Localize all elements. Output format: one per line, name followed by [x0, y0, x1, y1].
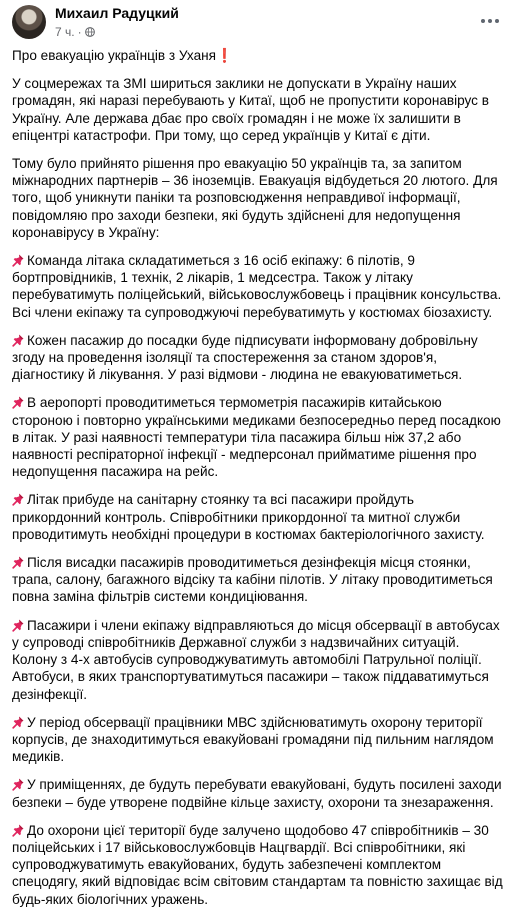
avatar[interactable] [12, 5, 46, 39]
list-item [12, 776, 506, 810]
list-item-text: Літак прибуде на санітарну стоянку та всі пасажири пройдуть прикордонний контроль. Співробітники прикордонної та митної служби проводитимуть необхідні процедури в костюмах бактеріологічного захисту. [12, 492, 485, 542]
pushpin-icon [12, 396, 24, 409]
pushpin-icon [12, 556, 24, 569]
list-item-text: У приміщеннях, де будуть перебувати евакуйовані, будуть посилені заходи безпеки – буде утворене подвійне кільце захисту, охорони та знезараження. [12, 777, 502, 810]
post-header [12, 4, 504, 40]
more-options-icon[interactable] [476, 11, 504, 31]
pushpin-icon [12, 493, 24, 506]
list-item-text: Команда літака складатиметься з 16 осіб екіпажу: 6 пілотів, 9 бортпровідників, 1 технік, 2 лікарів, 1 медсестра. Також у літаку перебуватимуть поліцейський, військовослужбовець і працівник консульства. Всі члени екіпажу та супроводжуючі перебуватимуть у костюмах біозахисту. [12, 253, 502, 320]
list-item-text: До охорони цієї території буде залучено щодобово 47 співробітників – 30 поліцейських і 17 військовослужбовців Нацгвардії. Всі співробітники, які супроводжуватимуть евакуйованих, будуть забезпечені комплектом спецодягу, який відповідає всім світовим стандартам та повністю захищає від будь-яких біологічних уражень. [12, 822, 503, 907]
post-body [12, 47, 506, 919]
pushpin-icon [12, 619, 24, 632]
list-item [12, 332, 506, 384]
post-time[interactable]: 7 ч. [55, 25, 75, 39]
list-item-text: У період обсервації працівники МВС здійснюватимуть охорону території корпусів, де знаходитимуться евакуйовані громадяни під пильним наглядом медиків. [12, 714, 494, 765]
post-title [12, 47, 506, 64]
paragraph: Тому було прийнято рішення про евакуацію 50 українців та, за запитом міжнародних партнерів – 36 іноземців. Евакуація відбудеться 20 лютого. Для того, щоб уникнути паніки та розповсюдження неправдивої інформації, повідомляю про заходи безпеки, які будуть здійснені для недопущення коронавірусу в Україну: [12, 156, 498, 240]
list-item [12, 617, 506, 703]
pushpin-icon [12, 254, 24, 267]
post-title-text: Про евакуацію українців з Уханя [12, 48, 216, 63]
list-item [12, 714, 506, 766]
list-item [12, 252, 506, 321]
pushpin-icon [12, 716, 24, 729]
list-item-text: В аеропорті проводитиметься термометрія пасажирів китайською стороною і повторно українськими медиками безпосередньо перед посадкою в літак. У разі наявності температури тіла пасажира більш ніж 37,2 або наявності респіраторної інфекції - медперсонал прийматиме рішення про недопущення пасажира на рейс. [12, 395, 501, 480]
post-meta [55, 25, 95, 39]
list-item [12, 491, 506, 543]
meta-separator: · [77, 25, 82, 39]
list-item-text: Після висадки пасажирів проводитиметься дезінфекція місця стоянки, трапа, салону, багажного відсіку та кабіни пілотів. У літаку проводитиметься повна заміна фільтрів системи кондиціювання. [12, 555, 493, 605]
measures-list [12, 252, 506, 908]
author-name[interactable]: Михаил Радуцкий [55, 5, 179, 21]
globe-icon[interactable] [85, 27, 95, 37]
list-item-text: Пасажири і члени екіпажу відправляються до місця обсервації в автобусах у супроводі співробітників Державної служби з надзвичайних ситуацій. Колону з 4-х автобусів супроводжуватимуть автомобілі Патрульної поліції. Автобуси, в яких транспортуватимуться пасажири – також піддаватимуться дезінфекції. [12, 617, 500, 702]
list-item [12, 822, 506, 908]
pushpin-icon [12, 824, 24, 837]
paragraph: У соцмережах та ЗМІ шириться заклики не допускати в Україну наших громадян, які наразі перебувають у Китаї, щоб не пропустити коронавірус в Україну. Але держава дбає про своїх громадян і не може їх залишити в епіцентрі катастрофи. При тому, що серед українців у Китаї є діти. [12, 76, 489, 143]
exclamation-icon: ❗ [216, 48, 233, 63]
list-item-text: Кожен пасажир до посадки буде підписувати інформовану добровільну згоду на проведення ізоляції та спостереження за станом здоров'я, діагностику й лікування. У разі відмови - людина не евакуюватиметься. [12, 332, 478, 383]
list-item [12, 554, 506, 606]
pushpin-icon [12, 334, 24, 347]
pushpin-icon [12, 778, 24, 791]
list-item [12, 394, 506, 480]
